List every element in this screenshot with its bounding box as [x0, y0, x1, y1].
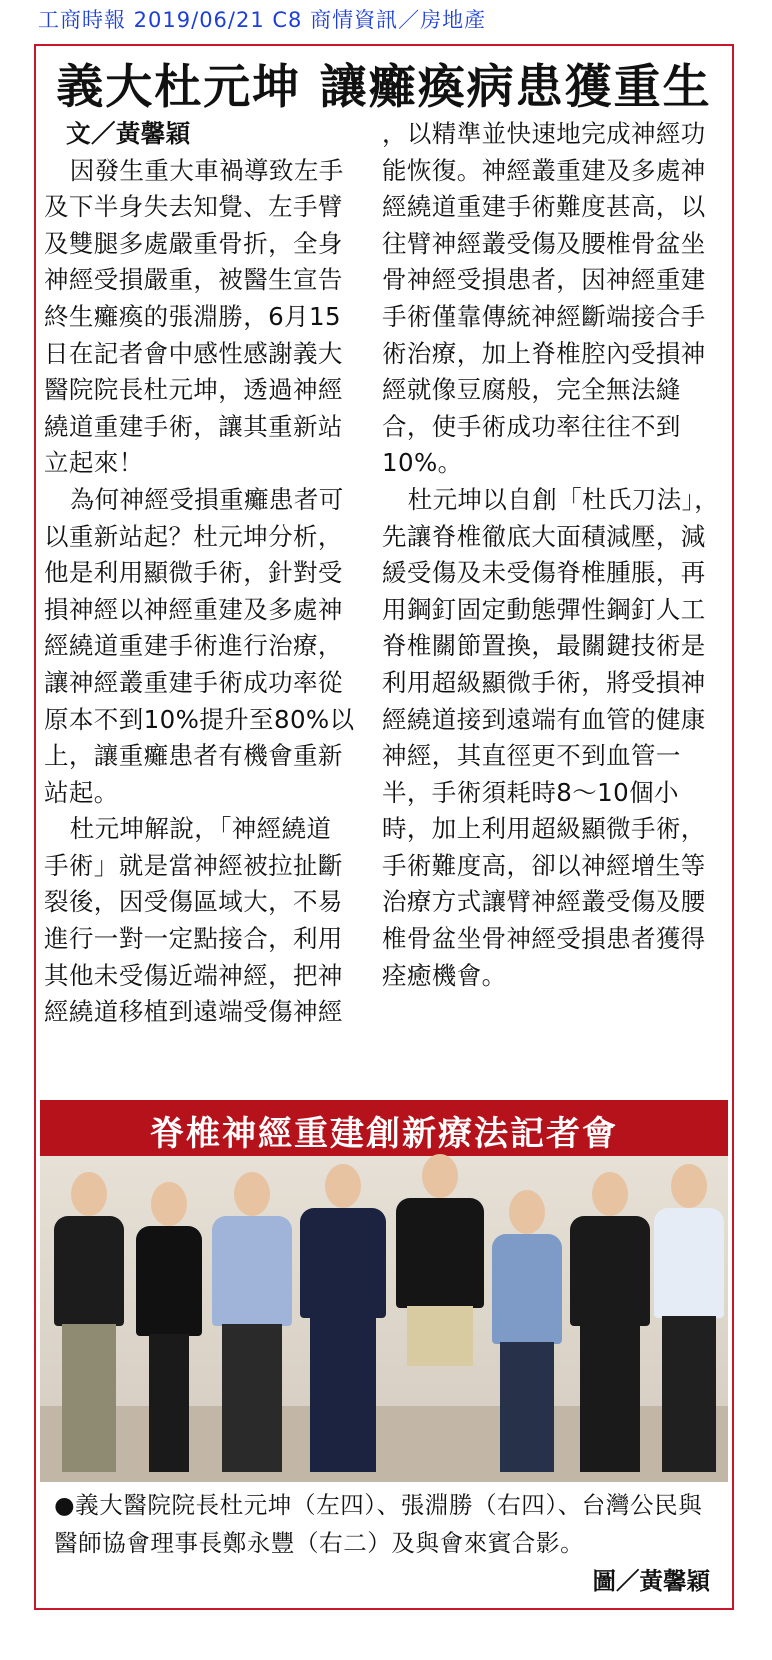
right-column — [382, 116, 722, 994]
paragraph: 因發生重大車禍導致左手及下半身失去知覺、左手臂及雙腿多處嚴重骨折，全身神經受損嚴重，被醫生宣告終生癱瘓的張淵勝，6月15日在記者會中感性感謝義大醫院院長杜元坤，透過神經繞道重建手術，讓其重新站立起來！ — [44, 155, 344, 478]
group-photo — [40, 1100, 728, 1482]
event-banner — [40, 1100, 728, 1156]
paragraph: 杜元坤解說，「神經繞道手術」就是當神經被拉扯斷裂後，因受傷區域大，不易進行一對一定點接合，利用其他未受傷近端神經，把神經繞道移植到遠端受傷神經 — [44, 814, 343, 1027]
person-figure — [396, 1154, 484, 1472]
paragraph: 為何神經受損重癱患者可以重新站起？杜元坤分析，他是利用顯微手術，針對受損神經以神經重建及多處神經繞道重建手術進行治療，讓神經叢重建手術成功率從原本不到10%提升至80%以上，讓重癱患者有機會重新站起。 — [44, 484, 355, 807]
person-figure — [570, 1172, 650, 1472]
person-figure — [492, 1190, 562, 1472]
left-column — [44, 116, 356, 1031]
photo-caption: ●義大醫院院長杜元坤（左四）、張淵勝（右四）、台灣公民與醫師協會理事長鄭永豐（右二）及與會來賓合影。 — [54, 1491, 703, 1557]
person-figure — [54, 1172, 124, 1472]
event-banner-title: 脊椎神經重建創新療法記者會 — [150, 1114, 618, 1154]
person-figure — [654, 1164, 724, 1472]
photo-credit: 圖／黃馨穎 — [592, 1567, 710, 1595]
person-figure — [136, 1182, 202, 1472]
person-figure — [300, 1164, 386, 1472]
paragraph-continued: ，以精準並快速地完成神經功能恢復。神經叢重建及多處神經繞道重建手術難度甚高，以往臂神經叢受傷及腰椎骨盆坐骨神經受損患者，因神經重建手術僅靠傳統神經斷端接合手術治療，加上脊椎腔內受損神經就像豆腐般，完全無法縫合，使手術成功率往往不到10%。 — [382, 119, 706, 478]
article-frame — [34, 44, 734, 1610]
byline: 文／黃馨穎 — [66, 119, 191, 148]
paragraph: 杜元坤以自創「杜氏刀法」，先讓脊椎徹底大面積減壓，減緩受傷及未受傷脊椎腫脹，再用鋼釘固定動態彈性鋼釘人工脊椎關節置換，最關鍵技術是利用超級顯微手術，將受損神經繞道接到遠端有血管的健康神經，其直徑更不到血管一半，手術須耗時8～10個小時，加上利用超級顯微手術，手術難度高，卻以神經增生等治療方式讓臂神經叢受傷及腰椎骨盆坐骨神經受損患者獲得痊癒機會。 — [382, 484, 720, 990]
person-figure — [212, 1172, 292, 1472]
masthead: 工商時報 2019/06/21 C8 商情資訊／房地產 — [38, 8, 487, 32]
headline: 義大杜元坤 讓癱瘓病患獲重生 — [56, 60, 712, 115]
